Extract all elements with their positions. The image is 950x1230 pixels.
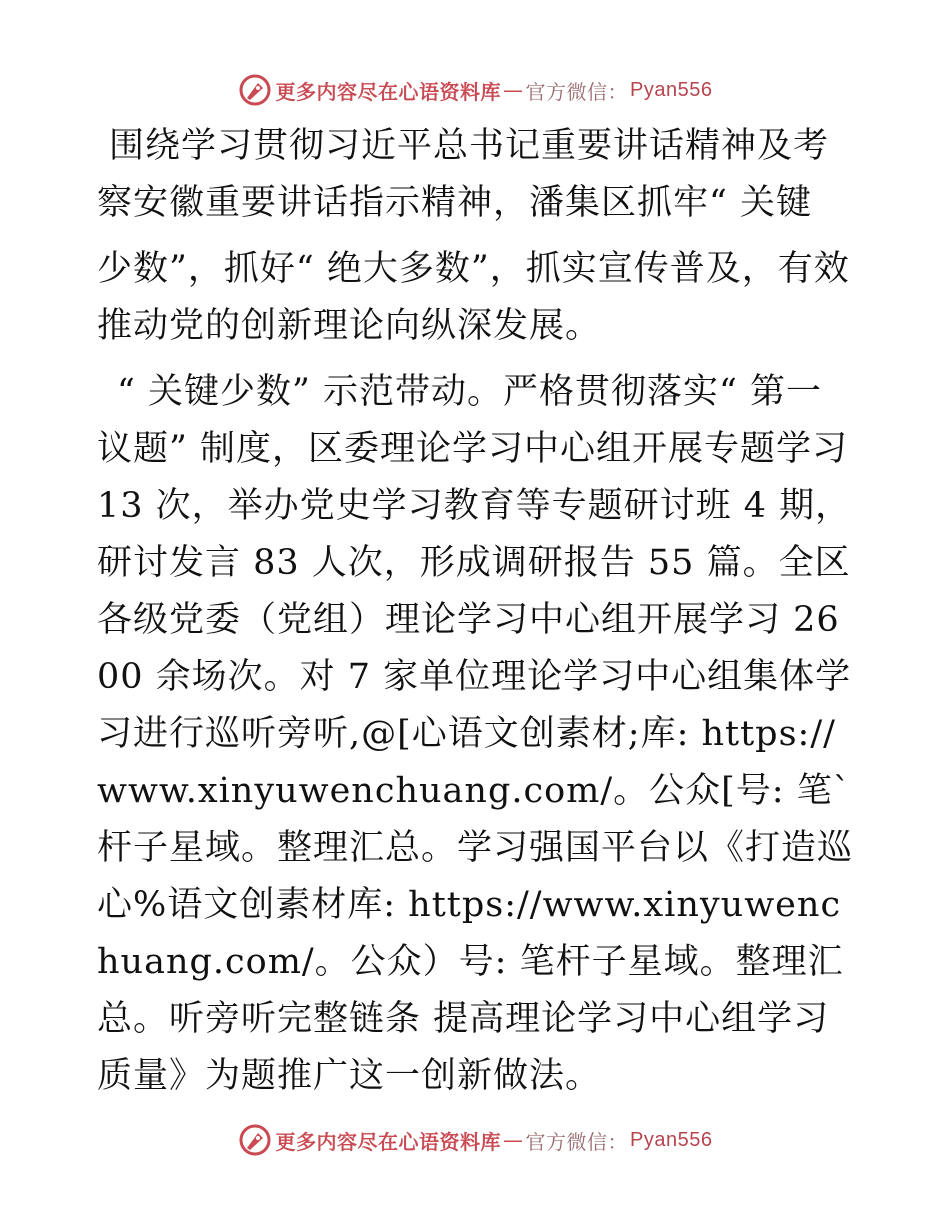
document-body <box>97 118 857 1105</box>
paragraph-intro: 围绕学习贯彻习近平总书记重要讲话精神及考察安徽重要讲话指示精神，潘集区抓牢“ 关键 <box>97 126 830 223</box>
watermark-separator: — <box>503 78 524 102</box>
pen-nib-icon <box>238 1123 272 1157</box>
watermark-handle: Pyan556 <box>630 1128 713 1151</box>
watermark-separator: — <box>503 1128 524 1152</box>
header-watermark <box>0 70 950 110</box>
watermark-label: 官方微信： <box>525 1129 629 1154</box>
pen-nib-icon <box>238 73 272 107</box>
watermark-label: 官方微信： <box>525 79 629 104</box>
paragraph-intro-continued: 少数”，抓好“ 绝大多数”，抓实宣传普及，有效推动党的创新理论向纵深发展。 <box>97 249 850 346</box>
footer-watermark <box>0 1120 950 1160</box>
watermark-brand: 更多内容尽在心语资料库 <box>275 79 502 104</box>
watermark-handle: Pyan556 <box>630 78 713 101</box>
paragraph-key-minority: “ 关键少数” 示范带动。严格贯彻落实“ 第一议题” 制度，区委理论学习中心组开展专题学习13 次，举办党史学习教育等专题研讨班 4 期，研讨发言 83 人次，形成调研报告 55 篇。全区各级党委（党组）理论学习中心组开展学习 2600 余场次。对 7 家单位理论学习中心组集体学习进行巡听旁听,@[心语文创素材;库: https://www.xinyuwenchuang.com/。公众[号: 笔`杆子星域。整理汇总。学习强国平台以《打造巡心%语文创素材库: https://www.xinyuwenchuang.com/。公众）号: 笔杆子星域。整理汇总。听旁听完整链条 提高理论学习中心组学习质量》为题推广这一创新做法。 <box>97 372 854 1096</box>
watermark-brand: 更多内容尽在心语资料库 <box>275 1129 502 1154</box>
